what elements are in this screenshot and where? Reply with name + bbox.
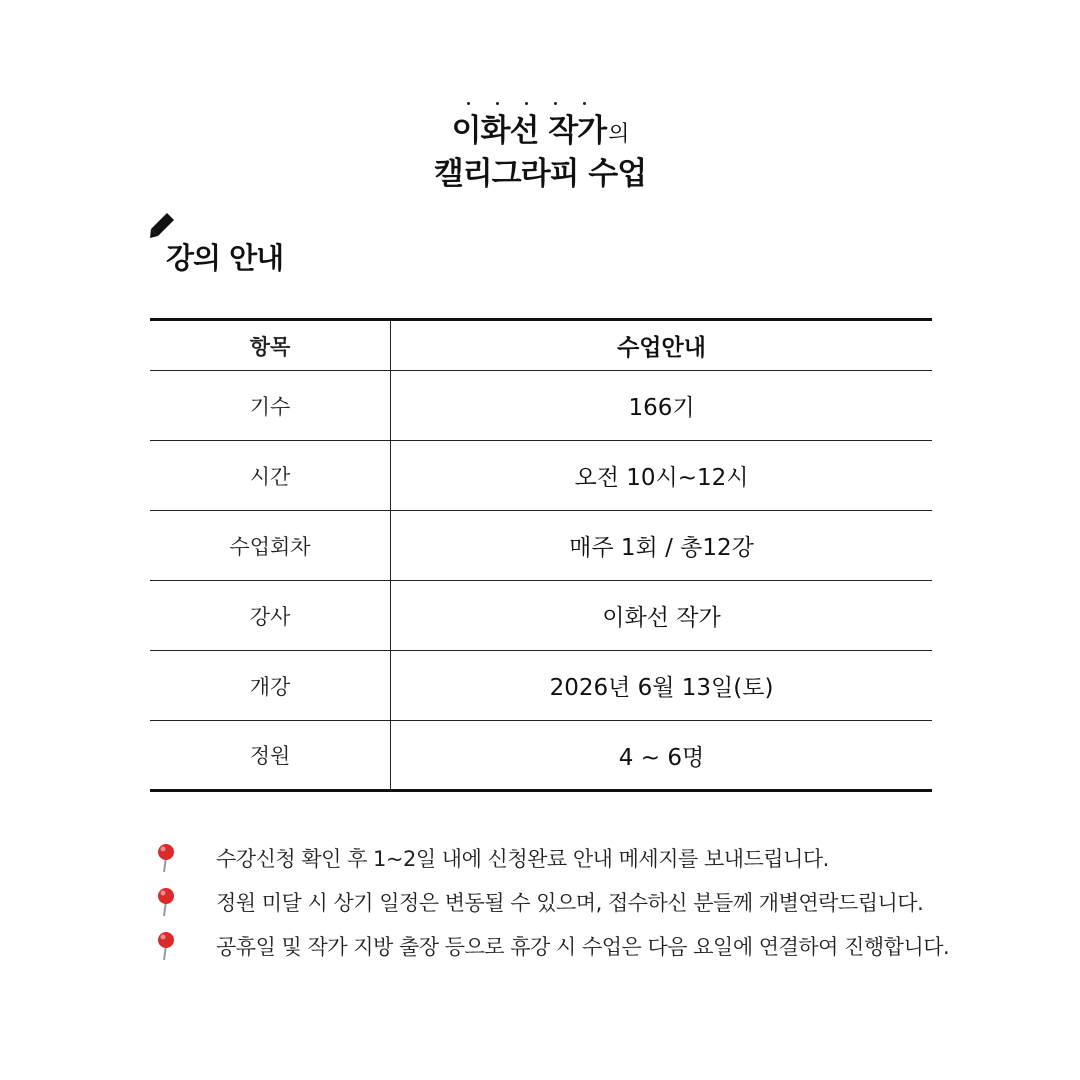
page-title-line2: 캘리그라피 수업 [433,156,647,192]
emphasis-dot [583,102,586,105]
table-header-row [150,320,932,371]
row-value: 매주 1회 / 총12강 [569,535,754,561]
table-row [150,441,932,511]
note-text: 정원 미달 시 상기 일정은 변동될 수 있으며, 접수하신 분들께 개별연락드립니다. [216,891,924,915]
title-suffix: 의 [608,122,629,147]
emphasis-dot [554,102,557,105]
row-label: 개강 [150,651,391,721]
row-label: 기수 [150,371,391,441]
column-header-info: 수업안내 [391,320,933,371]
pushpin-icon [150,843,216,873]
column-header-item: 항목 [150,320,391,371]
table-row [150,581,932,651]
pushpin-icon [150,887,216,917]
page-title-line1 [0,112,1080,154]
table-row [150,651,932,721]
info-table [150,318,932,792]
row-label: 강사 [150,581,391,651]
emphasis-dot [525,102,528,105]
section-title: 강의 안내 [166,241,284,275]
notes-list [150,836,1050,968]
list-item [150,880,1050,924]
title-main: 이화선 작가 [451,113,607,149]
row-label: 정원 [150,721,391,791]
note-text: 공휴일 및 작가 지방 출장 등으로 휴강 시 수업은 다음 요일에 연결하여 진행합니다. [216,935,950,959]
list-item [150,836,1050,880]
table-row [150,371,932,441]
row-value: 오전 10시~12시 [574,465,749,491]
emphasis-dot [496,102,499,105]
page-header [0,98,1080,194]
row-value: 2026년 6월 13일(토) [549,675,774,701]
emphasis-dots [0,98,1080,108]
table-row [150,511,932,581]
row-value: 이화선 작가 [602,605,721,631]
row-label: 수업회차 [150,511,391,581]
row-value: 166기 [628,395,695,421]
pushpin-icon [150,931,216,961]
row-label: 시간 [150,441,391,511]
list-item [150,924,1050,968]
note-text: 수강신청 확인 후 1~2일 내에 신청완료 안내 메세지를 보내드립니다. [216,847,829,871]
emphasis-dot [467,102,470,105]
table-row [150,721,932,791]
row-value: 4 ~ 6명 [618,744,705,771]
